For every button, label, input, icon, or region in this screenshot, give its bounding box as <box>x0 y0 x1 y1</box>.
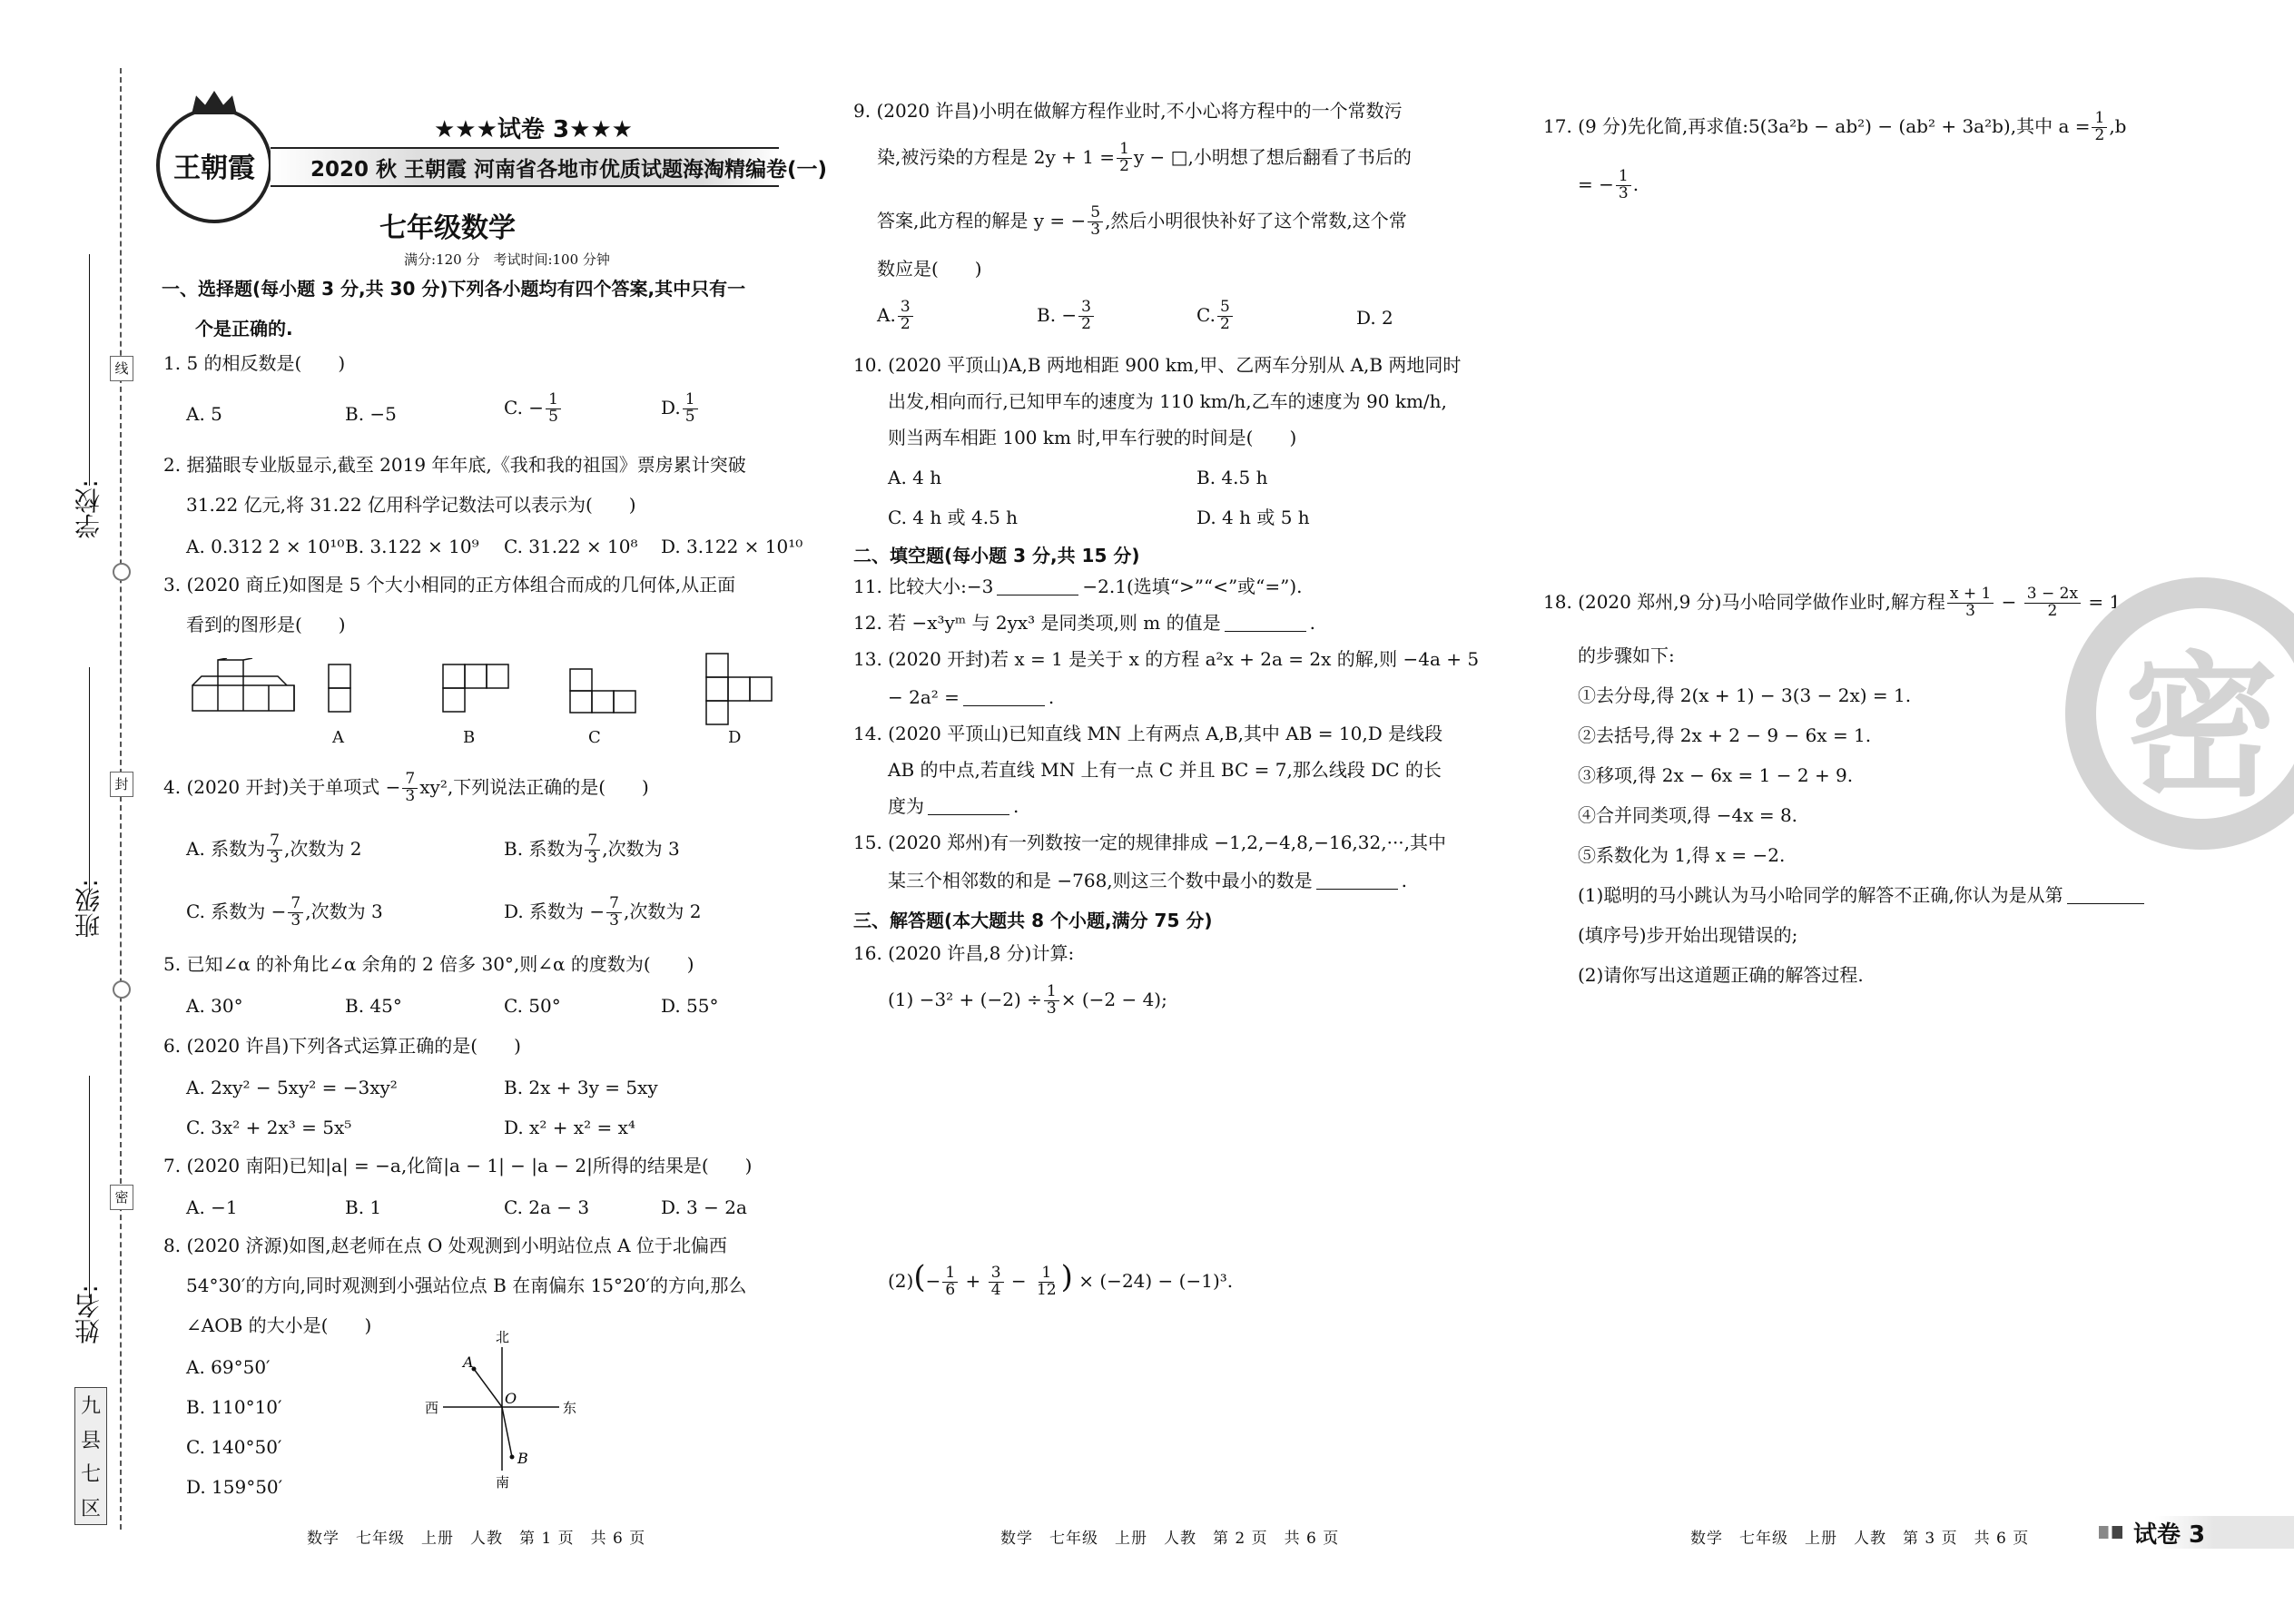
class-line <box>89 667 90 894</box>
question-stem: 答案,此方程的解是 y = − $\frac{5}{3}$ ,然后小明很快补好了这个常数,这个常 <box>877 203 1407 239</box>
question-stem: 16. (2020 许昌,8 分)计算: <box>853 942 1075 964</box>
section-heading: 二、填空题(每小题 3 分,共 15 分) <box>853 545 1140 566</box>
option: C. $\frac{5}{2}$ <box>1196 300 1235 333</box>
option: B. 4.5 h <box>1196 467 1268 488</box>
option: D. 55° <box>661 995 719 1017</box>
seal-mark-feng: 封 <box>110 772 133 797</box>
logo-text: 王朝霞 <box>173 153 255 184</box>
question-part: (2)(− $\frac{1}{6}$ + $\frac{3}{4}$ − $\frac{1}{12}$ ) × (−24) − (−1)³. <box>888 1259 1234 1299</box>
section-heading: 三、解答题(本大题共 8 个小题,满分 75 分) <box>853 910 1213 931</box>
question-stem: 看到的图形是( ) <box>186 614 346 635</box>
label-a: A <box>463 1353 474 1371</box>
option: B <box>463 728 476 747</box>
option: C. 140°50′ <box>186 1436 282 1458</box>
figure-option-a <box>327 663 354 717</box>
option: B. −5 <box>345 403 397 425</box>
label-west: 西 <box>425 1400 439 1416</box>
figure-option-d <box>704 652 777 726</box>
answer-blank[interactable] <box>963 691 1045 706</box>
question-stem: 6. (2020 许昌)下列各式运算正确的是( ) <box>163 1035 521 1057</box>
label-north: 北 <box>496 1329 510 1345</box>
option: C. 4 h 或 4.5 h <box>888 507 1019 528</box>
option: A. 2xy² − 5xy² = −3xy² <box>186 1077 398 1098</box>
section-heading: 一、选择题(每小题 3 分,共 30 分)下列各小题均有四个答案,其中只有一 <box>162 278 746 300</box>
question-stem: 染,被污染的方程是 2y + 1 = $\frac{1}{2}$ y − □,小明想了想后翻看了书后的 <box>877 140 1412 175</box>
question-part: (填序号)步开始出现错误的; <box>1578 924 1798 946</box>
fill-question: 某三个相邻数的和是 −768,则这三个数中最小的数是 . <box>888 870 1408 891</box>
option: D. 系数为 − $\frac{7}{3}$ ,次数为 2 <box>504 894 702 930</box>
option: A. 系数为 $\frac{7}{3}$ ,次数为 2 <box>186 832 362 867</box>
watermark-char: 密 <box>2123 637 2279 818</box>
solid-figure <box>191 658 295 722</box>
page-title: 七年级数学 <box>379 212 516 244</box>
option: A. 69°50′ <box>186 1356 271 1378</box>
question-stem: 3. (2020 商丘)如图是 5 个大小相同的正方体组合而成的几何体,从正面 <box>163 574 736 595</box>
option: C. 系数为 − $\frac{7}{3}$ ,次数为 3 <box>186 894 383 930</box>
question-stem: 5. 已知∠α 的补角比∠α 余角的 2 倍多 30°,则∠α 的度数为( ) <box>163 953 694 975</box>
question-stem: 4. (2020 开封)关于单项式 − $\frac{7}{3}$ xy²,下列说法正确的是( ) <box>163 770 649 805</box>
question-stem: 数应是( ) <box>877 258 982 280</box>
question-stem: 8. (2020 济源)如图,赵老师在点 O 处观测到小明站位点 A 位于北偏西 <box>163 1235 727 1256</box>
question-stem: 出发,相向而行,已知甲车的速度为 110 km/h,乙车的速度为 90 km/h, <box>888 390 1447 412</box>
fill-question: 度为 . <box>888 795 1019 817</box>
section-heading: 个是正确的. <box>195 318 293 340</box>
option: B. 1 <box>345 1196 382 1218</box>
option: D <box>728 728 742 747</box>
solution-step: ①去分母,得 2(x + 1) − 3(3 − 2x) = 1. <box>1578 684 1912 706</box>
question-stem: 2. 据猫眼专业版显示,截至 2019 年年底,《我和我的祖国》票房累计突破 <box>163 454 746 476</box>
question-stem: 31.22 亿元,将 31.22 亿用科学记数法可以表示为( ) <box>186 494 636 516</box>
option: D. 4 h 或 5 h <box>1196 507 1310 528</box>
option: C. − $\frac{1}{5}$ <box>504 392 563 426</box>
fill-question: 13. (2020 开封)若 x = 1 是关于 x 的方程 a²x + 2a = 2x 的解,则 −4a + 5 <box>853 648 1480 670</box>
figure-option-c <box>568 667 641 722</box>
option: B. − $\frac{3}{2}$ <box>1037 300 1096 333</box>
region-char: 七 <box>80 1463 101 1487</box>
answer-blank[interactable] <box>997 580 1078 595</box>
brand-logo <box>156 107 272 223</box>
question-stem: 9. (2020 许昌)小明在做解方程作业时,不小心将方程中的一个常数污 <box>853 100 1403 122</box>
footer-squares <box>2099 1526 2122 1539</box>
label-b: B <box>517 1450 528 1467</box>
option: C. 50° <box>504 995 561 1017</box>
question-stem: 的步骤如下: <box>1578 645 1675 666</box>
school-label: 学校: <box>74 479 103 539</box>
banner-text: 2020 秋 王朝霞 河南省各地市优质试题海淘精编卷(一) <box>310 157 828 182</box>
option: D. $\frac{1}{5}$ <box>661 392 700 426</box>
region-char: 县 <box>80 1429 101 1452</box>
label-o: O <box>505 1390 517 1407</box>
solution-step: ④合并同类项,得 −4x = 8. <box>1578 804 1798 826</box>
answer-blank[interactable] <box>2067 889 2144 904</box>
option: D. 3 − 2a <box>661 1196 747 1218</box>
option: B. 2x + 3y = 5xy <box>504 1077 658 1098</box>
name-label: 姓名: <box>74 1284 103 1344</box>
option: C <box>588 728 601 747</box>
solution-step: ⑤系数化为 1,得 x = −2. <box>1578 844 1786 866</box>
option: C. 3x² + 2x³ = 5x⁵ <box>186 1117 352 1138</box>
question-stem: = − $\frac{1}{3}$ . <box>1578 167 1639 202</box>
option: B. 45° <box>345 995 402 1017</box>
question-part: (1) −3² + (−2) ÷ $\frac{1}{3}$ × (−2 − 4); <box>888 982 1167 1018</box>
page-footer: 数学 七年级 上册 人教 第 1 页 共 6 页 <box>307 1530 646 1548</box>
label-south: 南 <box>496 1474 510 1491</box>
question-stem: 10. (2020 平顶山)A,B 两地相距 900 km,甲、乙两车分别从 A,B 两地同时 <box>853 354 1462 376</box>
option: D. 3.122 × 10¹⁰ <box>661 536 803 557</box>
school-line <box>89 254 90 486</box>
option: B. 系数为 $\frac{7}{3}$ ,次数为 3 <box>504 832 680 867</box>
binding-hole <box>113 980 131 999</box>
question-part: (2)请你写出这道题正确的解答过程. <box>1578 964 1864 986</box>
fill-question: − 2a² = . <box>888 686 1055 708</box>
compass-diagram <box>416 1327 588 1491</box>
region-char: 区 <box>80 1497 101 1521</box>
banner <box>271 147 828 187</box>
page-footer: 数学 七年级 上册 人教 第 3 页 共 6 页 <box>1690 1530 2030 1548</box>
question-part: (1)聪明的马小跳认为马小哈同学的解答不正确,你认为是从第 <box>1578 886 2148 904</box>
option: A. 0.312 2 × 10¹⁰ <box>186 536 345 557</box>
fill-question: 15. (2020 郑州)有一列数按一定的规律排成 −1,2,−4,8,−16,32,···,其中 <box>853 832 1447 853</box>
footer-badge <box>2095 1516 2294 1549</box>
option: B. 110°10′ <box>186 1396 282 1418</box>
question-stem: 1. 5 的相反数是( ) <box>163 352 346 374</box>
fill-question: AB 的中点,若直线 MN 上有一点 C 并且 BC = 7,那么线段 DC 的长 <box>888 759 1442 781</box>
name-line <box>89 1076 90 1298</box>
solution-step: ③移项,得 2x − 6x = 1 − 2 + 9. <box>1578 764 1854 786</box>
option: A. 5 <box>186 403 222 425</box>
fill-question: 14. (2020 平顶山)已知直线 MN 上有两点 A,B,其中 AB = 10,D 是线段 <box>853 723 1443 744</box>
option: A. −1 <box>186 1196 238 1218</box>
figure-option-b <box>441 663 514 717</box>
exam-meta: 满分:120 分 考试时间:100 分钟 <box>404 251 610 268</box>
footer-badge-text: 试卷 3 <box>2133 1521 2206 1549</box>
question-stem: ∠AOB 的大小是( ) <box>186 1314 372 1336</box>
answer-blank[interactable] <box>1316 874 1398 890</box>
option: C. 2a − 3 <box>504 1196 590 1218</box>
region-box <box>74 1387 107 1525</box>
page-footer: 数学 七年级 上册 人教 第 2 页 共 6 页 <box>1000 1530 1340 1548</box>
binding-hole <box>113 563 131 581</box>
class-label: 班级: <box>74 879 103 939</box>
region-char: 九 <box>80 1395 101 1419</box>
binding-dashed-line <box>120 68 122 1530</box>
option: B. 3.122 × 10⁹ <box>345 536 479 557</box>
option: A. 4 h <box>888 467 942 488</box>
option: D. 2 <box>1356 307 1393 329</box>
label-east: 东 <box>563 1400 577 1416</box>
seal-mark-mi: 密 <box>110 1185 133 1210</box>
answer-blank[interactable] <box>1225 616 1306 632</box>
question-stem: 17. (9 分)先化简,再求值:5(3a²b − ab²) − (ab² + 3a²b),其中 a = $\frac{1}{2}$ ,b <box>1543 109 2127 144</box>
question-stem: 18. (2020 郑州,9 分)马小哈同学做作业时,解方程 $\frac{x + 1}{3}$ − $\frac{3 - 2x}{2}$ = 1 <box>1543 585 2122 620</box>
question-stem: 54°30′的方向,同时观测到小强站位点 B 在南偏东 15°20′的方向,那么 <box>186 1275 747 1296</box>
question-stem: 7. (2020 南阳)已知|a| = −a,化简|a − 1| − |a − 2|所得的结果是( ) <box>163 1155 753 1176</box>
seal-mark-xian: 线 <box>110 356 133 381</box>
answer-blank[interactable] <box>928 800 1009 815</box>
option: A <box>332 728 344 747</box>
option: A. $\frac{3}{2}$ <box>877 300 915 333</box>
solution-step: ②去括号,得 2x + 2 − 9 − 6x = 1. <box>1578 724 1872 746</box>
option: D. x² + x² = x⁴ <box>504 1117 635 1138</box>
fill-question: 11. 比较大小:−3 −2.1(选填“>”“<”或“=”). <box>853 576 1303 597</box>
question-stem: 则当两车相距 100 km 时,甲车行驶的时间是( ) <box>888 427 1297 448</box>
exam-badge: ★★★试卷 3★★★ <box>434 116 633 143</box>
fill-question: 12. 若 −x³yᵐ 与 2yx³ 是同类项,则 m 的值是 . <box>853 612 1315 634</box>
option: C. 31.22 × 10⁸ <box>504 536 638 557</box>
option: D. 159°50′ <box>186 1476 283 1498</box>
option: A. 30° <box>186 995 243 1017</box>
